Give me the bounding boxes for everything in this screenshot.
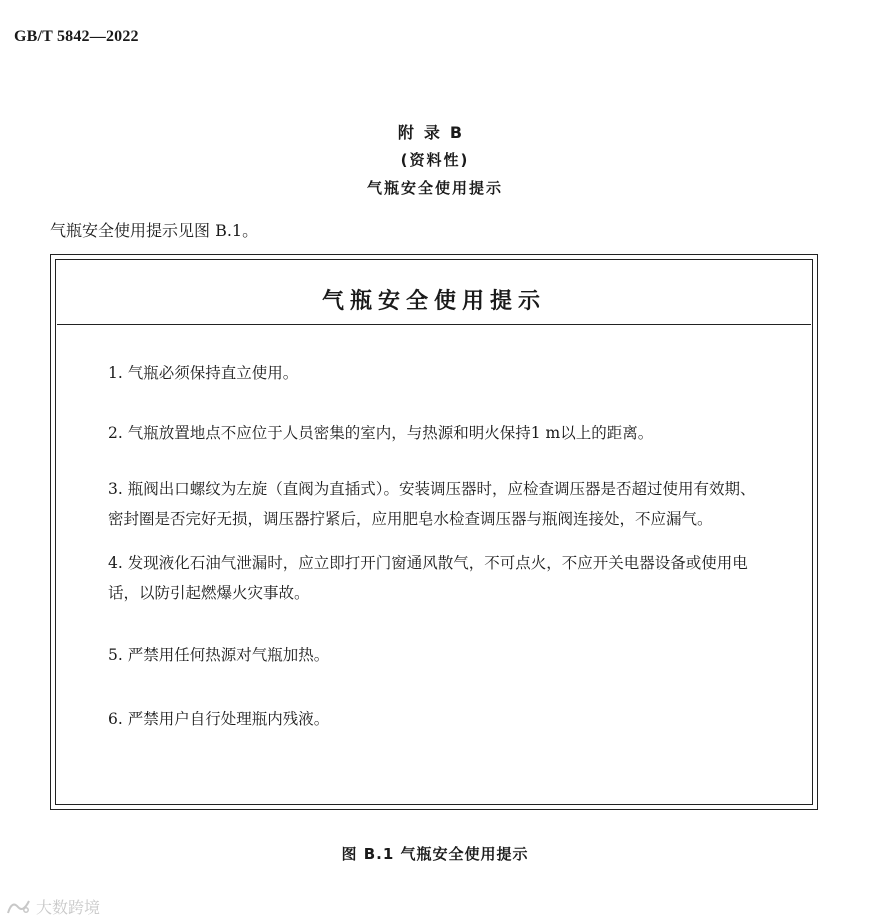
standard-number: GB/T 5842—2022 [14, 28, 139, 45]
figure-caption: 图 B.1 气瓶安全使用提示 [341, 845, 529, 863]
appendix-title: 气瓶安全使用提示 [366, 179, 503, 197]
appendix-type: (资料性) [400, 151, 470, 169]
safety-notice-frame [50, 254, 818, 810]
notice-item-3: 3. 瓶阀出口螺纹为左旋（直阀为直插式）。安装调压器时，应检查调压器是否超过使用有效期、密封圈是否完好无损，调压器拧紧后，应用肥皂水检查调压器与瓶阀连接处，不应漏气。 [108, 480, 756, 528]
notice-item-6: 6. 严禁用户自行处理瓶内残液。 [108, 710, 330, 728]
notice-item-5: 5. 严禁用任何热源对气瓶加热。 [108, 646, 330, 664]
notice-item-4: 4. 发现液化石油气泄漏时，应立即打开门窗通风散气，不可点火，不应开关电器设备或使用电话，以防引起燃爆火灾事故。 [108, 554, 748, 602]
title-divider [57, 324, 811, 325]
intro-text: 气瓶安全使用提示见图 B.1。 [50, 221, 259, 240]
notice-item-2: 2. 气瓶放置地点不应位于人员密集的室内，与热源和明火保持1 m以上的距离。 [108, 424, 654, 442]
notice-item-1: 1. 气瓶必须保持直立使用。 [108, 364, 299, 382]
watermark-text: 大数跨境 [36, 898, 101, 917]
watermark-logo-icon [6, 898, 32, 916]
panel-title: 气瓶安全使用提示 [321, 289, 546, 314]
appendix-label: 附录B [397, 123, 473, 142]
watermark [6, 895, 100, 918]
safety-notice-panel [55, 259, 813, 805]
